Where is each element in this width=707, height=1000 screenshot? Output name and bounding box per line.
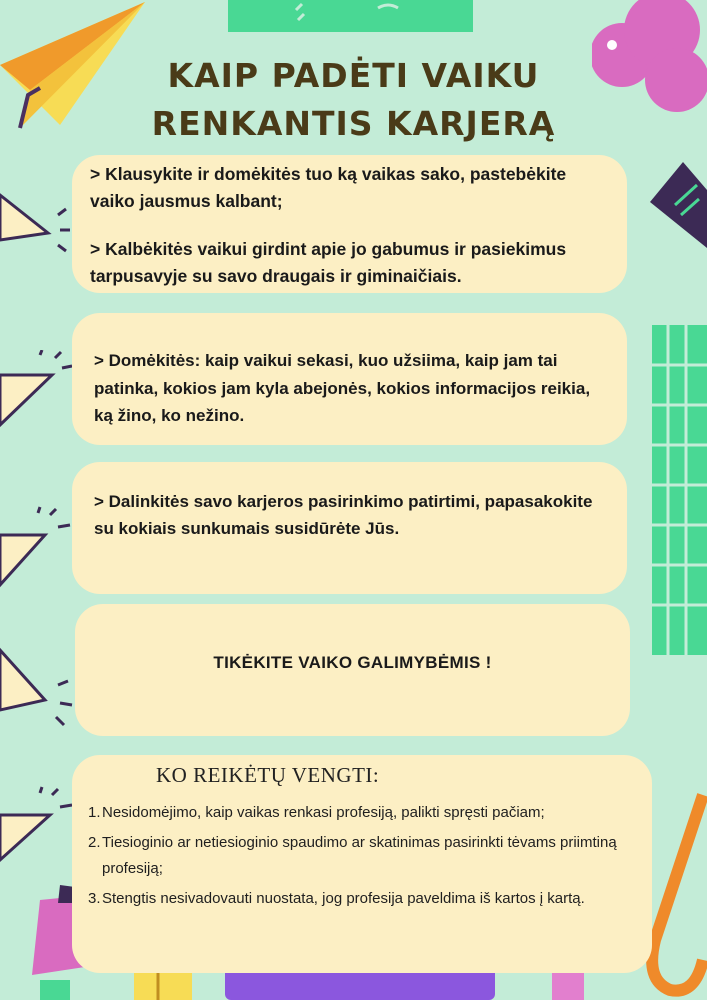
diamond-shape-icon: [645, 160, 707, 250]
arrow-cursor-icon: [0, 185, 75, 260]
avoid-title: KO REIKĖTŲ VENGTI:: [156, 763, 380, 787]
list-text: Stengtis nesivadovauti nuostata, jog profesija paveldima iš kartos į kartą.: [102, 890, 585, 907]
page-title: [100, 52, 607, 148]
list-number: 3.: [88, 890, 101, 907]
list-item: [88, 800, 642, 826]
list-item: [88, 886, 642, 912]
tip-card-listen: [72, 155, 627, 293]
arrow-cursor-icon: [0, 505, 75, 590]
tip-card-share: [72, 462, 627, 594]
tip-text: > Kalbėkitės vaikui girdint apie jo gabumus ir pasiekimus tarpusavyje su savo draugais ir giminaičiais.: [90, 239, 567, 286]
list-item: [88, 830, 642, 882]
tip-text: > Domėkitės: kaip vaikui sekasi, kuo užsiima, kaip jam tai patinka, kokios jam kyla abejonės, kokios informacijos reikia, ką žino, ko nežino.: [94, 351, 591, 425]
grid-tape-icon: [652, 325, 707, 655]
cloud-shape-icon: [592, 0, 707, 115]
tip-card-interest: [72, 313, 627, 445]
list-number: 1.: [88, 804, 101, 821]
title-line-2: RENKANTIS KARJERĄ: [151, 104, 556, 143]
arrow-cursor-icon: [0, 785, 75, 865]
title-line-1: KAIP PADĖTI VAIKU: [167, 56, 540, 95]
tape-strip-icon: [228, 0, 473, 34]
tip-text: > Dalinkitės savo karjeros pasirinkimo patirtimi, papasakokite su kokiais sunkumais susidūrėte Jūs.: [94, 492, 593, 538]
arrow-cursor-icon: [0, 645, 75, 730]
avoid-card: [72, 755, 652, 973]
believe-text: TIKĖKITE VAIKO GALIMYBĖMIS !: [213, 653, 492, 672]
believe-card: [75, 604, 630, 736]
arrow-cursor-icon: [0, 350, 75, 430]
avoid-list: [88, 800, 642, 912]
list-number: 2.: [88, 834, 101, 851]
tip-text: > Klausykite ir domėkitės tuo ką vaikas sako, pastebėkite vaiko jausmus kalbant;: [90, 164, 567, 211]
list-text: Nesidomėjimo, kaip vaikas renkasi profesiją, palikti spręsti pačiam;: [102, 804, 545, 821]
list-text: Tiesioginio ar netiesioginio spaudimo ar skatinimas pasirinkti tėvams priimtiną profesiją;: [102, 834, 617, 877]
